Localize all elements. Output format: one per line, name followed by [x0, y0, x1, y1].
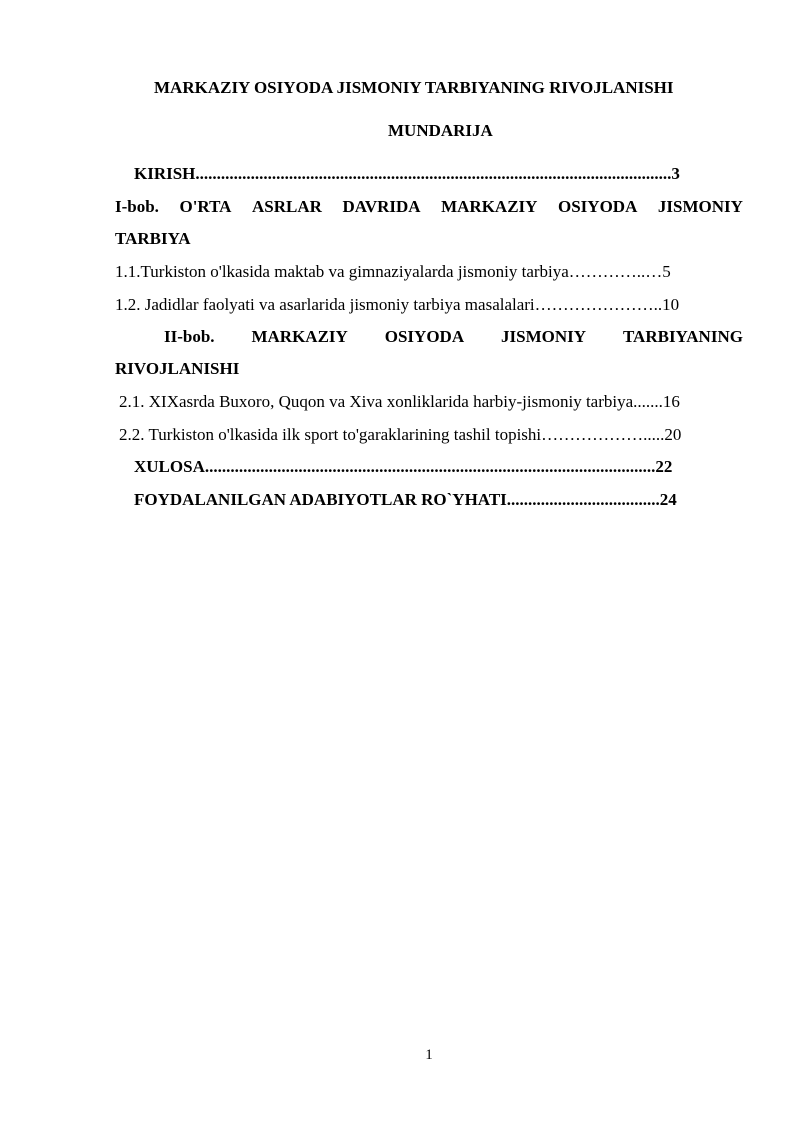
toc-chapter-2-heading[interactable]	[164, 327, 743, 347]
toc-chapter-1-heading-continued[interactable]: TARBIYA	[115, 229, 191, 248]
toc-chapter-2-heading-continued[interactable]: RIVOJLANISHI	[115, 359, 240, 378]
toc-heading: MUNDARIJA	[388, 121, 493, 140]
toc-entry-introduction[interactable]: KIRISH................................................................................................................3	[134, 164, 680, 183]
toc-entry-2-1[interactable]: 2.1. XIXasrda Buxoro, Quqon va Xiva xonliklarida harbiy-jismoniy tarbiya.......16	[119, 392, 680, 411]
toc-entry-2-2[interactable]: 2.2. Turkiston o'lkasida ilk sport to'garaklarining tashil topishi……………….....20	[119, 425, 682, 444]
chapter-word: TARBIYANING	[622, 327, 743, 346]
chapter-word: OSIYODA	[384, 327, 465, 346]
chapter-word: JISMONIY	[501, 327, 587, 346]
chapter-word: OSIYODA	[558, 197, 638, 216]
chapter-word: O'RTA	[179, 197, 232, 216]
toc-entry-bibliography[interactable]: FOYDALANILGAN ADABIYOTLAR RO`YHATI....................................24	[134, 490, 677, 509]
toc-entry-conclusion[interactable]: XULOSA..........................................................................................................22	[134, 457, 673, 476]
chapter-word: DAVRIDA	[342, 197, 421, 216]
chapter-word: JISMONIY	[657, 197, 743, 216]
chapter-word: I-bob.	[115, 197, 159, 216]
chapter-word: MARKAZIY	[441, 197, 538, 216]
page-number: 1	[425, 1047, 433, 1063]
toc-entry-1-1[interactable]: 1.1.Turkiston o'lkasida maktab va gimnaziyalarda jismoniy tarbiya…………..…5	[115, 262, 671, 281]
document-title: MARKAZIY OSIYODA JISMONIY TARBIYANING RIVOJLANISHI	[154, 78, 674, 97]
chapter-word: ASRLAR	[252, 197, 322, 216]
chapter-word: MARKAZIY	[251, 327, 348, 346]
chapter-word: II-bob.	[164, 327, 215, 346]
toc-entry-1-2[interactable]: 1.2. Jadidlar faolyati va asarlarida jismoniy tarbiya masalalari…………………..10	[115, 295, 680, 314]
toc-chapter-1-heading[interactable]	[115, 197, 743, 217]
